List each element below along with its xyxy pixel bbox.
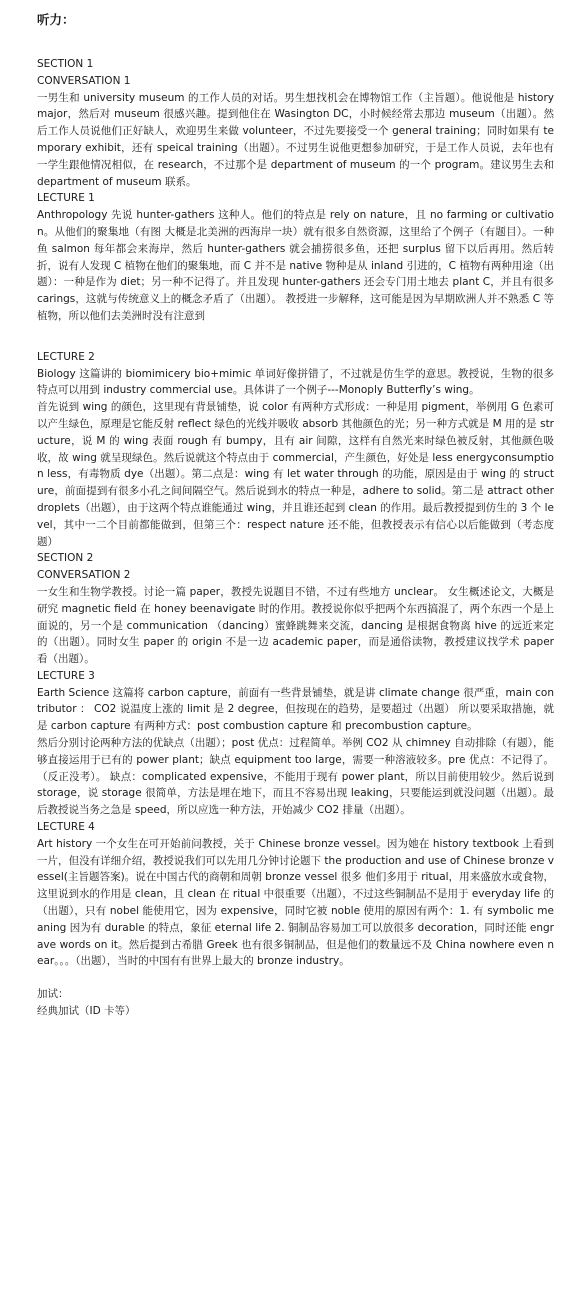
section-heading: SECTION 1 (37, 58, 94, 70)
section-lecture-1 (37, 190, 554, 324)
section-lecture-4 (37, 819, 554, 970)
body-paragraph: Art history 一个女生在可开始前问教授，关于 Chinese bronze vessel。因为她在 history textbook 上看到一片，但没有详细介绍，教授说我们可以先用几分钟讨论题下 the production and use of Chinese bronze vessel(主旨题答案)。说在中国古代的商朝和周朝 bronze vessel 很多 他们多用于 ritual，用来盛放水或食物，这里说到水的作用是 clean，且 clean 在 ritual 中很重要（出题），不过这些铜制品不是用于 everyday life 的（出题），只有 nobel 能使用它，因为 expensive，同时它被 noble 使用的原因有两个：1. 有 symbolic meaning 因为有 durable 的特点，象征 eternal life 2. 铜制品容易加工可以放很多 decoration，同时还能 engrave words on it。然后提到古希腊 Greek 也有很多铜制品，但是他们的数量远不及 China nowhere even near。。。（出题），当时的中国有有世界上最大的 bronze industry。 (37, 837, 554, 968)
section-conversation-1 (37, 56, 554, 190)
body-paragraph: 首先说到 wing 的颜色，这里现有背景铺垫，说 color 有两种方式形成：一种是用 pigment，举例用 G 色素可以产生绿色，原理是它能反射 reflect 绿色的光线并吸收 absorb 其他颜色的光；另一种方式就是 M 用的是 structure，说 M 的 wing 表面 rough 有 bumpy，且有 air 间隙，这样有自然光来时绿色被反射，其他颜色吸收，故 wing 就呈现绿色。然后说就这个特点由于 commercial，产生颜色，好处是 less energyconsumption less，有毒物质 dye（出题）。第二点是：wing 有 let water through 的功能，原因是由于 wing 的 structure，前面提到有很多小孔之间间隔空气。然后说到水的特点一种是，adhere to solid。第二是 attract other droplets（出题），由于这两个特点谁能通过 wing，并且谁还起到 clean 的作用。最后教授提到仿生的 3 个 level，其中一二个目前都能做到，但第三个：respect nature 还不能，但教授表示有信心以后能做到（考态度题） (37, 401, 554, 548)
section-lecture-3 (37, 668, 554, 819)
section-lecture-2 (37, 349, 554, 551)
section-heading: LECTURE 2 (37, 350, 95, 363)
section-heading: LECTURE 3 (37, 669, 95, 682)
subsection-heading: CONVERSATION 1 (37, 74, 131, 87)
body-paragraph: 一男生和 university museum 的工作人员的对话。男生想找机会在博物馆工作（主旨题）。他说他是 history major，然后对 museum 很感兴趣。提到他住在 Wasington DC，小时候经常去那边 museum（出题）。然后工作人员说他们正好缺人，欢迎男生来做 volunteer，不过先要接受一个 general training；同时如果有 temporary exhibit，还有 speical training（出题）。不过男生说他更想参加研究，于是工作人员说，去年也有一学生跟他情况相似，在 research，不过那个是 department of museum 的一个 program。建议男生去和 department of museum 联系。 (37, 91, 554, 188)
body-paragraph: Anthropology 先说 hunter-gathers 这种人。他们的特点是 rely on nature，且 no farming or cultivation。从他们的聚集地（有图 大概是北美洲的西海岸一块）就有很多自然资源，这里给了个例子（有题目）。一种鱼 salmon 每年都会来海岸，然后 hunter-gathers 就会捕捞很多鱼，还把 surplus 留下以后再用。然后转折，说有人发现 C 植物在他们的聚集地，而 C 并不是 native 物种是从 inland 引进的，C 植物有两种用途（出题）：一种是作为 diet；另一种不记得了。并且发现 hunter-gathers 还会专门用土地去 plant C，并且有很多 carings，这就与传统意义上的概念矛盾了（出题）。 教授进一步解释，这可能是因为早期欧洲人并不熟悉 C 等植物，所以他们去美洲时没有注意到 (37, 209, 554, 322)
body-paragraph: 然后分别讨论两种方法的优缺点（出题）；post 优点：过程简单。举例 CO2 从 chimney 自动排除（有题），能够直接运用于已有的 power plant；缺点 equipment too large，需要一种溶液较多。pre 优点：不记得了。（反正没考）。 缺点：complicated expensive，不能用于现有 power plant，所以目前使用较少。然后说到 storage，说 storage 很简单，方法是埋在地下，而且不容易出现 leaking，只要能运到就没问题（出题）。最后教授说当务之急是 speed，所以应选一种方法，开始减少 CO2 排量（出题）。 (37, 737, 554, 817)
footer-heading: 加试： (37, 988, 69, 1001)
footer-text: 经典加试（ID 卡等） (37, 1005, 136, 1018)
footer-section (37, 986, 554, 1020)
section-conversation-2 (37, 550, 554, 668)
body-paragraph: Earth Science 这篇将 carbon capture，前面有一些背景铺垫，就是讲 climate change 很严重，main contributor ： CO2 说温度上涨的 limit 是 2 degree，但按现在的趋势，是要超过（出题） 所以要采取措施，就是 carbon capture 有两种方式：post combustion capture 和 precombustion capture。 (37, 686, 554, 733)
subsection-heading: CONVERSATION 2 (37, 569, 131, 582)
section-heading: LECTURE 4 (37, 821, 95, 834)
page-title: 听力： (37, 12, 75, 27)
section-heading: LECTURE 1 (37, 192, 95, 205)
body-paragraph: Biology 这篇讲的 biomimicery bio+mimic 单词好像拼错了，不过就是仿生学的意思。教授说，生物的很多特点可以用到 industry commercial use。具体讲了一个例子---Monoply Butterfly’s wing。 (37, 367, 554, 397)
body-paragraph: 一女生和生物学教授。讨论一篇 paper，教授先说题目不错，不过有些地方 unclear。 女生概述论文，大概是研究 magnetic field 在 honey beenavigate 时的作用。教授说你似乎把两个东西搞混了，两个东西一个是上面说的，另一个是 communication （dancing）蜜蜂跳舞来交流，dancing 是根据食物离 hive 的远近来定的（出题）。同时女生 paper 的 origin 不是一边 academic paper，而是通俗读物，教授建议找学术 paper 看（出题）。 (37, 585, 554, 666)
section-heading: SECTION 2 (37, 552, 94, 565)
